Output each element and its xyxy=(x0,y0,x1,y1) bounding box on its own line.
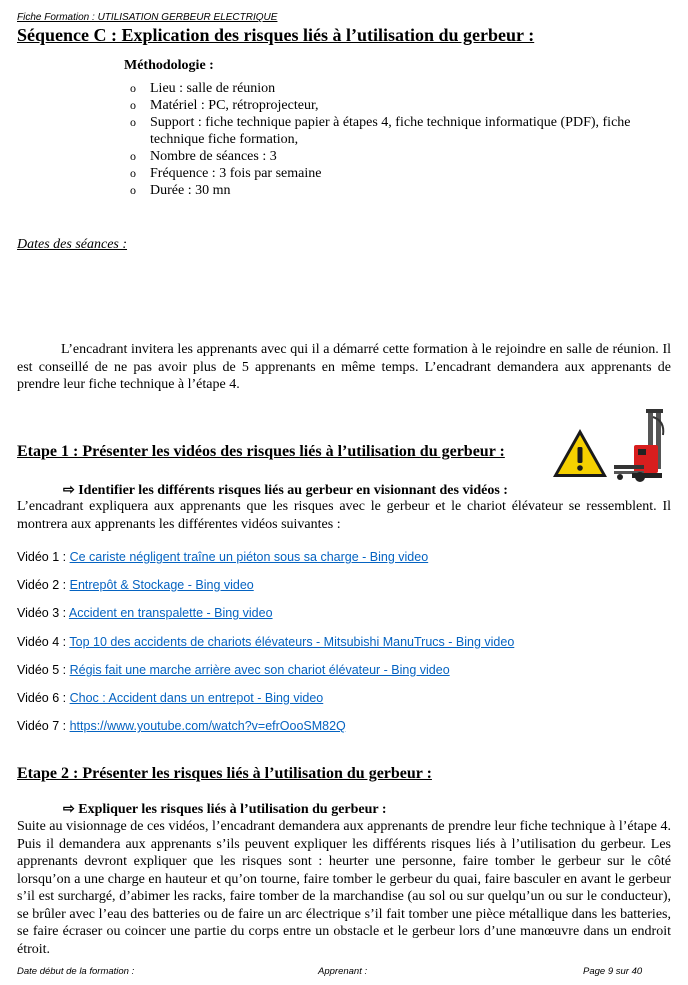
list-item: o Lieu : salle de réunion xyxy=(130,81,276,96)
etape1-title: Etape 1 : Présenter les vidéos des risques liés à l’utilisation du gerbeur : xyxy=(17,443,505,460)
warning-icon xyxy=(551,427,609,479)
video-link-2[interactable]: Entrepôt & Stockage - Bing video xyxy=(69,578,254,592)
running-header: Fiche Formation : UTILISATION GERBEUR ELECTRIQUE xyxy=(17,12,278,23)
etape1-paragraph: L’encadrant expliquera aux apprenants que les risques avec le gerbeur et le chariot élévateur se ressemblent. Il montrera aux apprenants les différentes vidéos suivantes : xyxy=(17,499,671,532)
bullet-icon: o xyxy=(130,149,136,163)
etape1-subtitle: ⇨ Identifier les différents risques liés au gerbeur en visionnant des vidéos : xyxy=(63,483,508,498)
etape2-title: Etape 2 : Présenter les risques liés à l’utilisation du gerbeur : xyxy=(17,765,432,782)
methodology-label: Méthodologie : xyxy=(124,58,214,73)
etape2-subtitle: ⇨ Expliquer les risques liés à l’utilisation du gerbeur : xyxy=(63,802,387,817)
list-item: o Nombre de séances : 3 xyxy=(130,149,277,164)
gerbeur-image xyxy=(612,407,672,485)
methodology-list xyxy=(130,80,675,199)
footer-learner: Apprenant : xyxy=(318,966,368,977)
arrow-right-icon: ⇨ xyxy=(63,483,75,498)
bullet-icon: o xyxy=(130,183,136,197)
video-item-2: Vidéo 2 : Entrepôt & Stockage - Bing video xyxy=(17,578,254,592)
video-item-4: Vidéo 4 : Top 10 des accidents de chariots élévateurs - Mitsubishi ManuTrucs - Bing video xyxy=(17,635,515,649)
etape2-paragraph: Suite au visionnage de ces vidéos, l’encadrant demandera aux apprenants de prendre leur fiche technique à l’étape 4. Puis il demandera aux apprenants s’ils peuvent expliquer les différents risques liés à l’utilisation du gerbeur. Les apprenants devront expliquer que les risques sont : heurter une personne, faire tomber le gerbeur sur le côté lorsqu’on a une charge en hauteur et qu’on tourne, faire tomber le gerbeur du quai, faire basculer en avant le gerbeur s’il est surchargé, d’abimer les racks, faire tomber de la marchandise (au sol ou sur quelqu’un ou sur le conducteur), se brûler avec l’eau des batteries ou de faire un arc électrique s’il fait tomber une pièce métallique dans les batteries, se faire écraser ou coincer une partie du corps entre un obstacle et le gerbeur lors d’une manœuvre dans un endroit étroit. xyxy=(17,819,671,957)
sequence-title: Séquence C : Explication des risques liés à l’utilisation du gerbeur : xyxy=(17,25,535,45)
video-link-3[interactable]: Accident en transpalette - Bing video xyxy=(68,606,273,620)
footer-page-number: Page 9 sur 40 xyxy=(583,966,643,977)
bullet-icon: o xyxy=(130,98,136,112)
video-item-7: Vidéo 7 : https://www.youtube.com/watch?v=efrOooSM82Q xyxy=(17,719,346,733)
video-item-5: Vidéo 5 : Régis fait une marche arrière avec son chariot élévateur - Bing video xyxy=(17,663,450,677)
bullet-icon: o xyxy=(130,81,136,95)
footer-start-date: Date début de la formation : xyxy=(17,966,135,977)
arrow-right-icon: ⇨ xyxy=(63,802,75,817)
list-item: o Support : fiche technique papier à étapes 4, fiche technique informatique (PDF), fiche technique fiche formation, xyxy=(130,115,631,147)
video-link-6[interactable]: Choc : Accident dans un entrepot - Bing video xyxy=(69,691,324,705)
video-link-5[interactable]: Régis fait une marche arrière avec son chariot élévateur - Bing video xyxy=(69,663,450,677)
video-link-4[interactable]: Top 10 des accidents de chariots élévateurs - Mitsubishi ManuTrucs - Bing video xyxy=(69,635,515,649)
video-link-1[interactable]: Ce cariste négligent traîne un piéton sous sa charge - Bing video xyxy=(69,550,429,564)
intro-paragraph: L’encadrant invitera les apprenants avec qui il a démarré cette formation à le rejoindre en salle de réunion. Il est conseillé de ne pas avoir plus de 5 apprenants en même temps. L’encadrant demandera aux apprenants de prendre leur fiche technique à l’étape 4. xyxy=(17,342,671,392)
video-item-1: Vidéo 1 : Ce cariste négligent traîne un piéton sous sa charge - Bing video xyxy=(17,550,429,564)
list-item: o Durée : 30 mn xyxy=(130,183,231,198)
list-item: o Fréquence : 3 fois par semaine xyxy=(130,166,322,181)
dates-label: Dates des séances : xyxy=(17,237,128,252)
video-item-3: Vidéo 3 : Accident en transpalette - Bing video xyxy=(17,606,273,620)
bullet-icon: o xyxy=(130,166,136,180)
video-item-6: Vidéo 6 : Choc : Accident dans un entrepot - Bing video xyxy=(17,691,324,705)
list-item: o Matériel : PC, rétroprojecteur, xyxy=(130,98,319,113)
video-link-7[interactable]: https://www.youtube.com/watch?v=efrOooSM82Q xyxy=(69,719,346,733)
bullet-icon: o xyxy=(130,115,136,129)
